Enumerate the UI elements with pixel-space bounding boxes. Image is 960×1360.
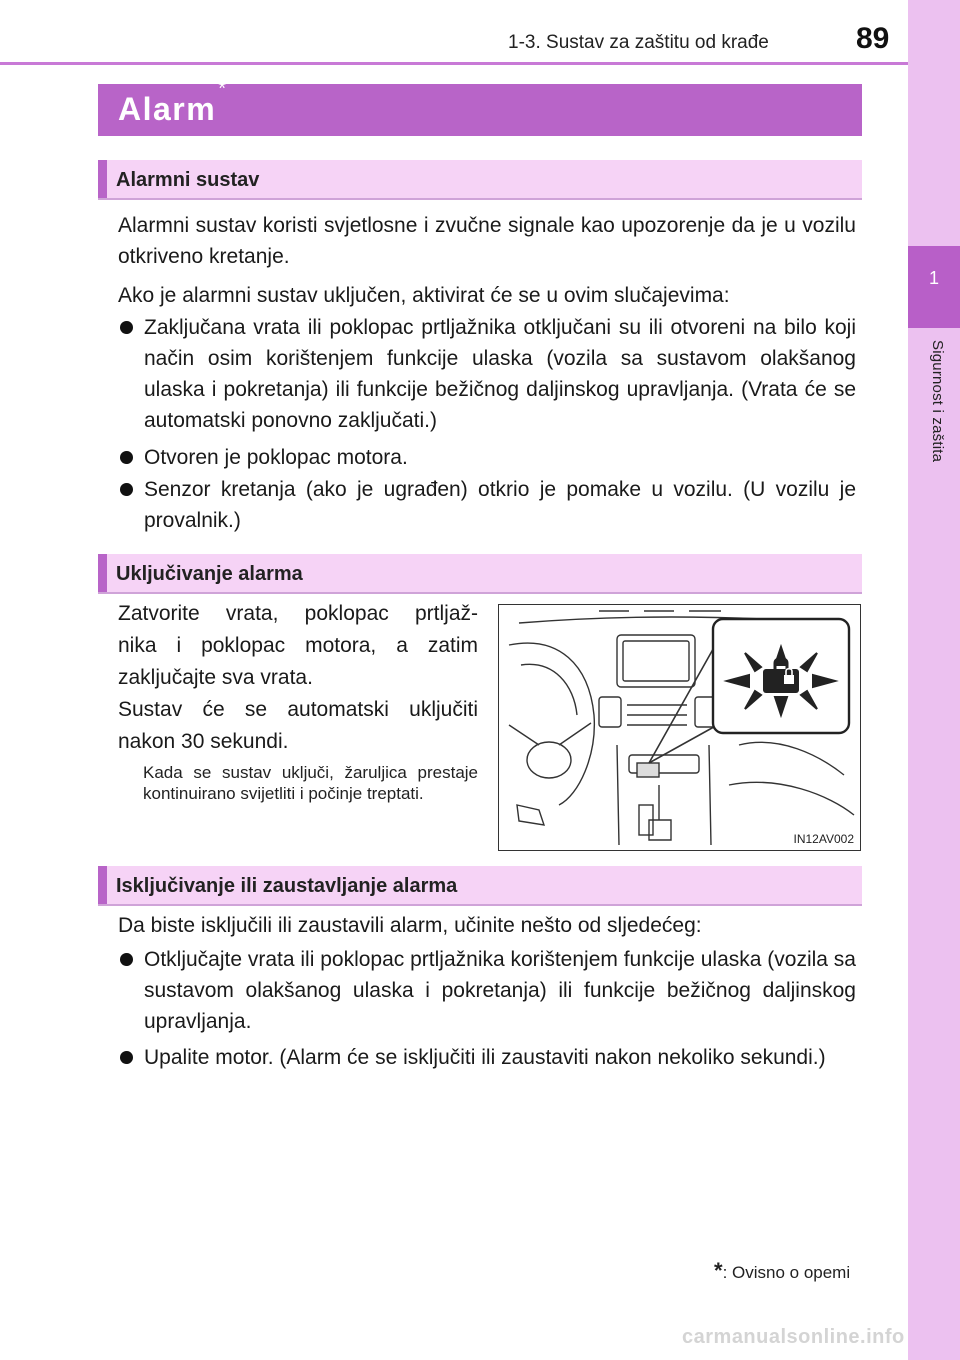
side-strip [908,0,960,1360]
footnote-asterisk: * [714,1258,723,1283]
page-title-bar [98,78,862,136]
chapter-label: Sigurnost i zaštita [929,340,946,463]
arming-line-1: Zatvorite vrata, poklopac prtljaž- [118,602,478,625]
arming-line-5: nakon 30 sekundi. [118,730,289,753]
section-marker [98,554,107,592]
disarming-lead: Da biste isključili ili zaustavili alarm, učinite nešto od sljedećeg: [118,914,702,937]
list-item-text: Zaključana vrata ili poklopac prtljažnika otključani su ili otvoreni na bilo koji način osim korištenjem funkcije ulaska (vozila sa sustavom olakšanog ulaska i pokretanja) ili funkcije bežičnog daljinskog upravljanja. (Vrata će se automatski ponovno zaključati.) [144,316,856,432]
list-item-text: Senzor kretanja (ako je ugrađen) otkrio je pomake u vozilu. (U vozilu je provalnik.) [144,478,856,532]
bullet-icon [120,483,133,496]
bullet-icon [120,1051,133,1064]
list-item-text: Otvoren je poklopac motora. [144,446,408,469]
arming-line-2: nika i poklopac motora, a zatim [118,634,478,657]
list-item-text: Upalite motor. (Alarm će se isključiti ili zaustaviti nakon nekoliko sekundi.) [144,1046,826,1069]
footnote-text: : Ovisno o opemi [722,1263,851,1282]
arming-line-4: Sustav će se automatski uključiti [118,698,478,721]
page-title: Alarm [118,91,217,127]
chapter-title: 1-3. Sustav za zaštitu od krađe [508,32,769,53]
footnote [714,1258,850,1284]
bullet-icon [120,321,133,334]
section-marker [98,160,107,198]
bullet-icon [120,451,133,464]
section-header-disarming [98,866,862,906]
chapter-tab-number: 1 [928,268,939,288]
header-rule [0,62,908,65]
chapter-tab[interactable] [908,246,960,328]
arming-note: Kada se sustav uključi, žaruljica prestaje kontinuirano svijetliti i počinje treptati. [143,763,478,803]
section-heading: Isključivanje ili zaustavljanje alarma [116,875,458,897]
section-header-alarm-system [98,160,862,200]
alarm-lead: Ako je alarmni sustav uključen, aktivirat će se u ovim slučajevima: [118,284,730,307]
section-heading: Uključivanje alarma [116,563,303,585]
alarm-intro: Alarmni sustav koristi svjetlosne i zvučne signale kao upozorenje da je u vozilu otkriveno kretanje. [118,214,856,268]
figure-code: IN12AV002 [793,832,854,846]
bullet-icon [120,953,133,966]
section-marker [98,866,107,904]
list-item-text: Otključajte vrata ili poklopac prtljažnika korištenjem funkcije ulaska (vozila sa sustavom olakšanog ulaska i pokretanja) ili funkcije bežičnog daljinskog upravljanja. [144,948,856,1033]
section-heading: Alarmni sustav [116,169,260,191]
arming-line-3: zaključajte sva vrata. [118,666,313,689]
security-indicator-figure [498,604,861,851]
dashboard-illustration [499,605,861,851]
title-asterisk: * [218,78,226,100]
watermark: carmanualsonline.info [682,1326,905,1348]
section-header-arming [98,554,862,594]
page-number: 89 [856,22,890,55]
